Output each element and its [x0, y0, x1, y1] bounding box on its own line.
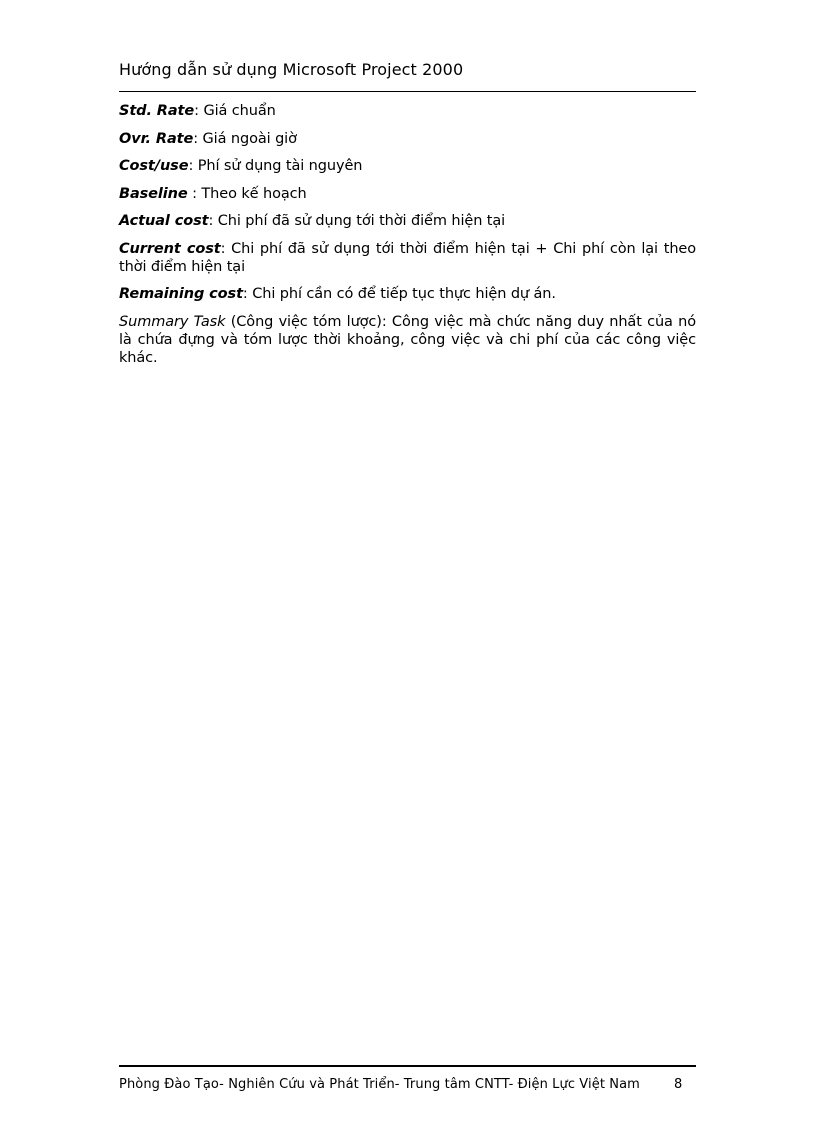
definition-term: Remaining cost — [119, 286, 243, 302]
definition-separator: : — [220, 240, 232, 257]
page-footer — [119, 1065, 696, 1097]
definition-text: Theo kế hoạch — [201, 185, 307, 202]
definition-term: Current cost — [119, 240, 221, 257]
definition-separator: : — [187, 185, 202, 202]
definition-text: Phí sử dụng tài nguyên — [197, 158, 363, 174]
definition-term: Actual cost — [119, 213, 209, 229]
definition-text: (Công việc tóm lược): Công việc mà chức năng duy nhất của nó là chứa đựng và tóm lược thời khoảng, công việc và chi phí của các công việc khác. — [119, 313, 696, 366]
definition-term: Cost/use — [119, 158, 189, 174]
definition-text: Chi phí đã sử dụng tới thời điểm hiện tại + Chi phí còn lại theo thời điểm hiện tại — [119, 240, 697, 275]
definition-remaining-cost — [119, 285, 696, 303]
definition-term: Ovr. Rate — [119, 130, 194, 147]
footer-text: Phòng Đào Tạo- Nghiên Cứu và Phát Triển- Trung tâm CNTT- Điện Lực Việt Nam — [119, 1077, 640, 1092]
definition-separator: : — [208, 213, 218, 229]
page-header — [119, 59, 696, 92]
definition-term: Std. Rate — [119, 103, 195, 119]
definition-term: Summary Task — [119, 313, 226, 330]
definition-term: Baseline — [119, 185, 188, 202]
definition-separator: : — [194, 103, 204, 119]
definition-baseline — [119, 185, 696, 203]
definition-text: Chi phí cần có để tiếp tục thực hiện dự án. — [252, 286, 556, 302]
definition-summary-task — [119, 313, 696, 367]
header-title: Hướng dẫn sử dụng Microsoft Project 2000 — [119, 60, 464, 79]
definition-current-cost — [119, 240, 696, 276]
definition-text: Giá ngoài giờ — [202, 130, 297, 147]
definition-ovr-rate — [119, 130, 696, 148]
page-number: 8 — [674, 1077, 683, 1092]
definition-text: Giá chuẩn — [203, 103, 276, 119]
definition-text: Chi phí đã sử dụng tới thời điểm hiện tại — [217, 213, 506, 229]
definition-cost-use — [119, 157, 696, 175]
definition-actual-cost — [119, 212, 696, 230]
definition-std-rate — [119, 102, 696, 120]
definition-separator: : — [193, 130, 203, 147]
definition-separator: : — [188, 158, 198, 174]
definition-separator: : — [242, 286, 253, 302]
document-body — [119, 102, 696, 376]
